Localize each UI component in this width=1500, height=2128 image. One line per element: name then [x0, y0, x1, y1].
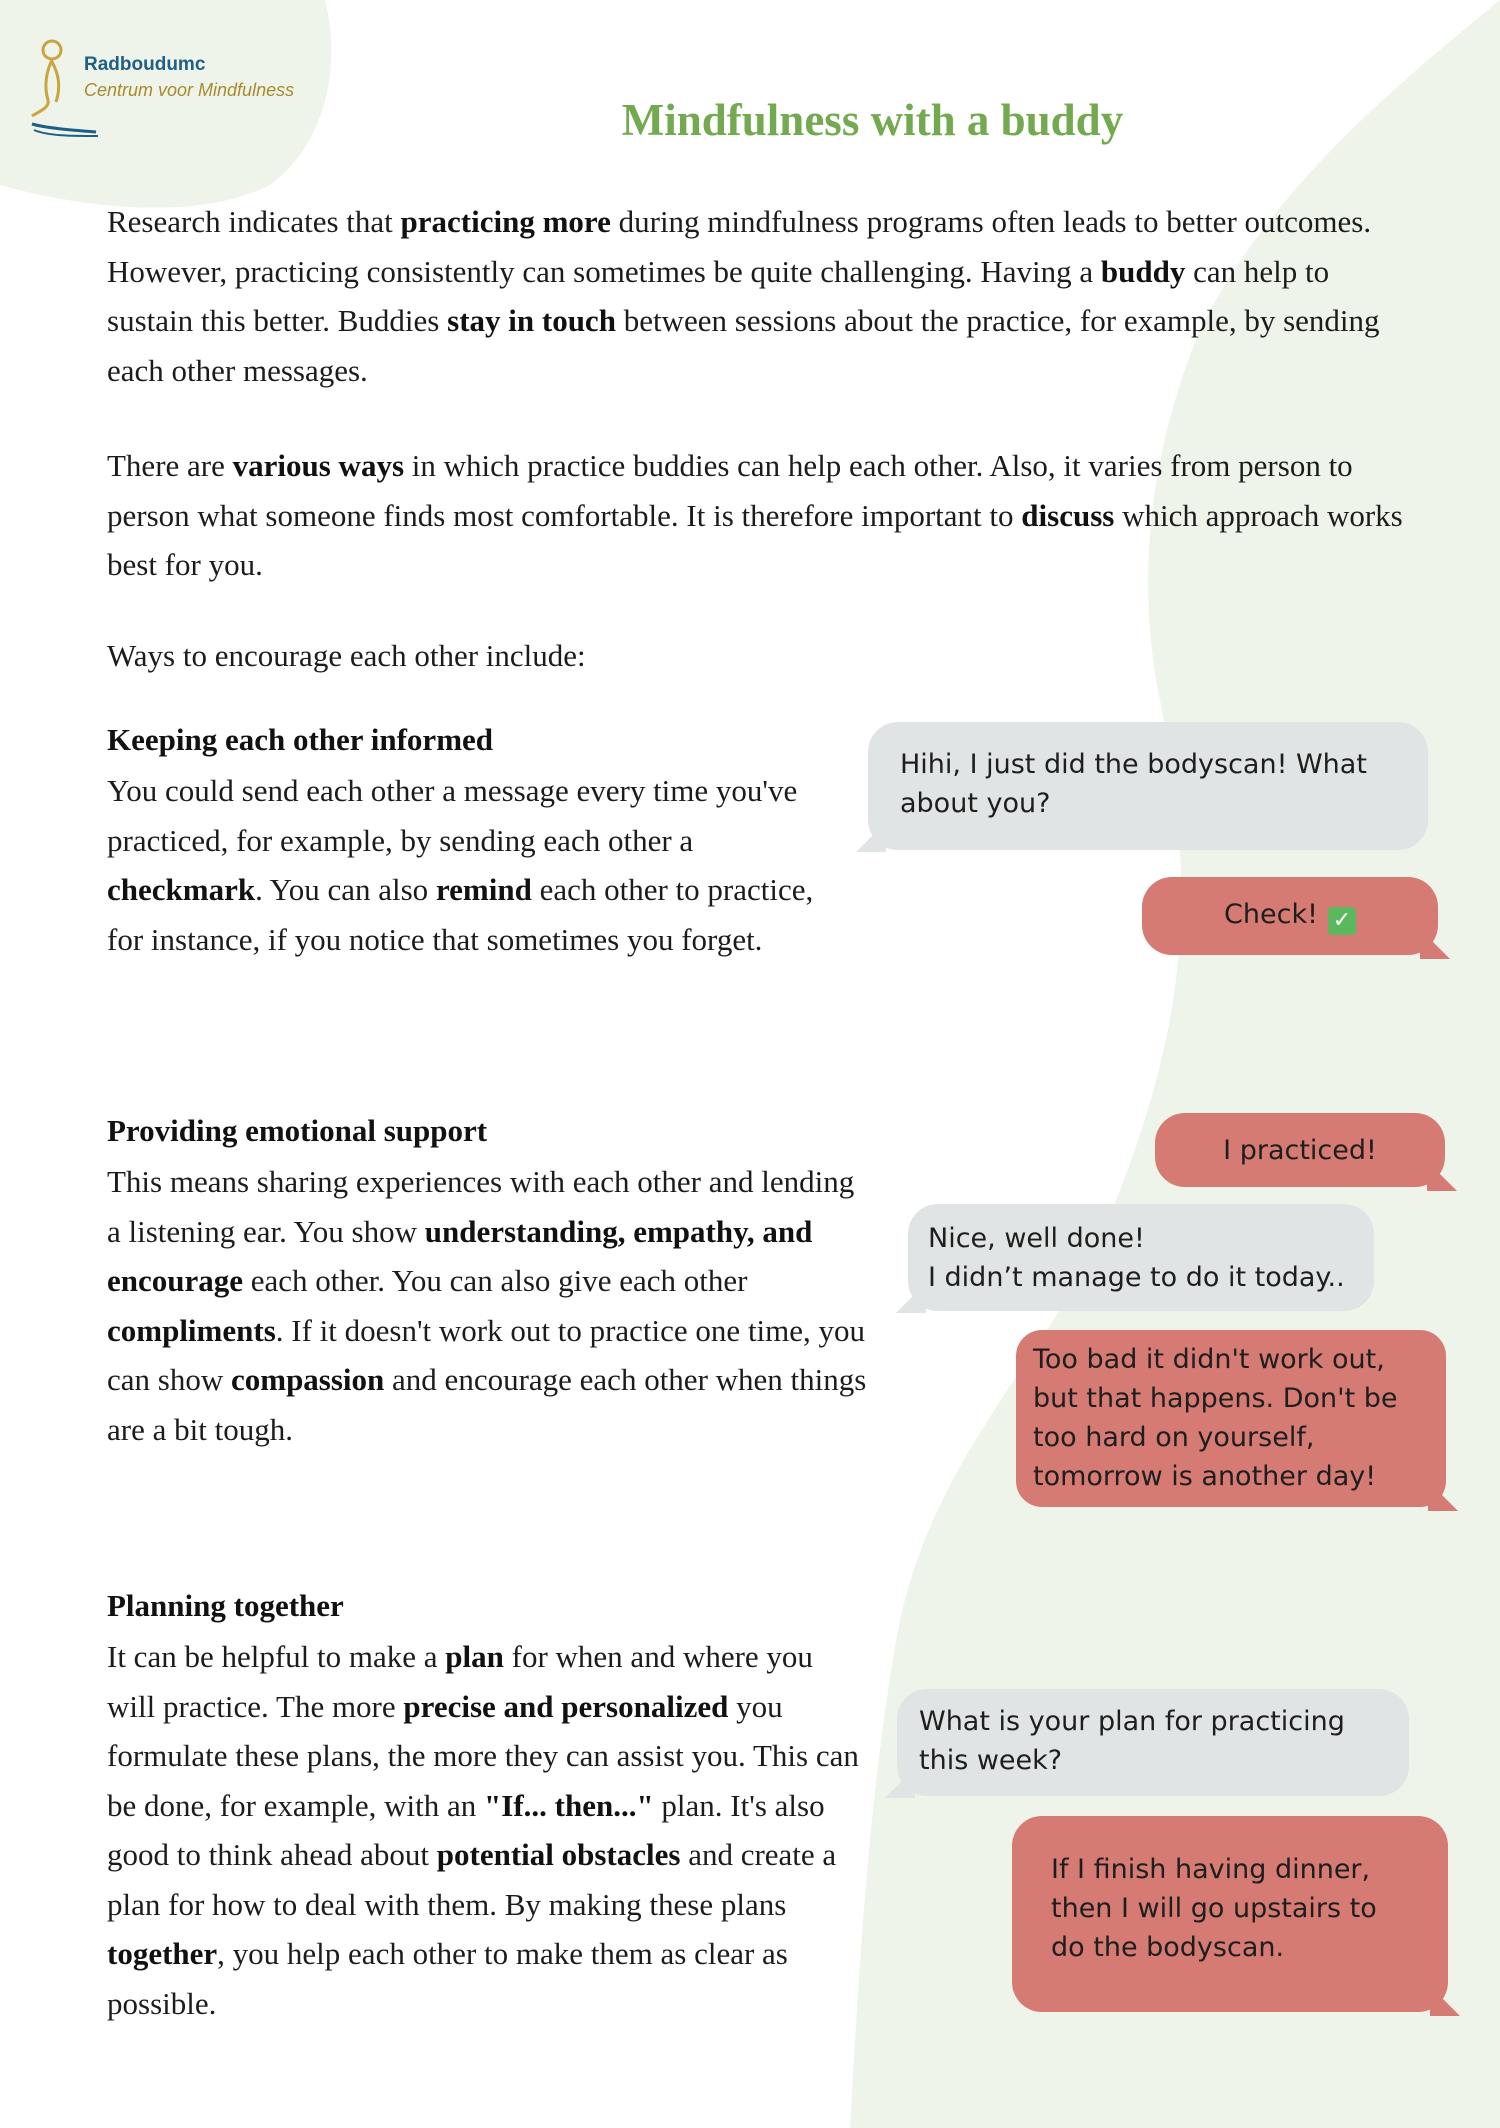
section-heading-informed: Keeping each other informed [107, 722, 494, 757]
chat-bubble-text-line-2: I didn’t manage to do it today.. [928, 1262, 1345, 1293]
section-body-planning: It can be helpful to make a plan for when and where you will practice. The more precise and personalized you formulate these plans, the more they can assist you. This can be done, for example, with an "If... then..." plan. It's also good to think ahead about potential obstacles and create a plan for how to deal with them. By making these plans together, you help each other to make them as clear as possible. [107, 1639, 859, 2021]
chat-bubble-text: What is your plan for practicing this week? [919, 1706, 1345, 1776]
intro-paragraph-1: Research indicates that practicing more during mindfulness programs often leads to better outcomes. However, practicing consistently can sometimes be quite challenging. Having a buddy can help to sustain this better. Buddies stay in touch between sessions about the practice, for example, by sending each other messages. [107, 204, 1380, 388]
chat-bubble-text: Too bad it didn't work out, but that happens. Don't be too hard on yourself, tomorrow is another day! [1033, 1344, 1398, 1492]
chat-bubble-text: Check! [1224, 899, 1318, 930]
section-heading-support: Providing emotional support [107, 1113, 488, 1148]
chat-bubble-text: I practiced! [1223, 1135, 1377, 1166]
logo-subtitle: Centrum voor Mindfulness [84, 80, 295, 100]
chat-bubble-outgoing [1012, 1816, 1448, 2012]
chat-bubble-incoming [908, 1204, 1374, 1311]
section-heading-planning: Planning together [107, 1588, 344, 1623]
section-body-informed: You could send each other a message every time you've practiced, for example, by sending each other a checkmark. You can also remind each other to practice, for instance, if you notice that sometimes you forget. [107, 773, 814, 957]
intro-paragraph-3: Ways to encourage each other include: [107, 638, 586, 673]
chat-bubble-outgoing [1142, 877, 1438, 955]
chat-bubble-outgoing [1016, 1330, 1446, 1507]
chat-bubble-incoming [868, 722, 1428, 850]
chat-bubble-text: Hihi, I just did the bodyscan! What about you? [900, 749, 1367, 819]
logo-org-name: Radboudumc [84, 54, 206, 75]
chat-bubble-incoming [897, 1689, 1409, 1796]
intro-paragraph-2: There are various ways in which practice buddies can help each other. Also, it varies from person to person what someone finds most comfortable. It is therefore important to discuss which approach works best for you. [107, 448, 1403, 582]
chat-bubble-text: If I finish having dinner, then I will go upstairs to do the bodyscan. [1051, 1854, 1377, 1963]
page-title: Mindfulness with a buddy [621, 95, 1124, 145]
chat-bubble-text-line-1: Nice, well done! [928, 1223, 1145, 1254]
chat-bubble-outgoing [1155, 1113, 1445, 1187]
checkmark-icon: ✓ [1328, 907, 1356, 935]
section-body-support: This means sharing experiences with each other and lending a listening ear. You show understanding, empathy, and encourage each other. You can also give each other compliments. If it doesn't work out to practice one time, you can show compassion and encourage each other when things are a bit tough. [107, 1164, 867, 1447]
